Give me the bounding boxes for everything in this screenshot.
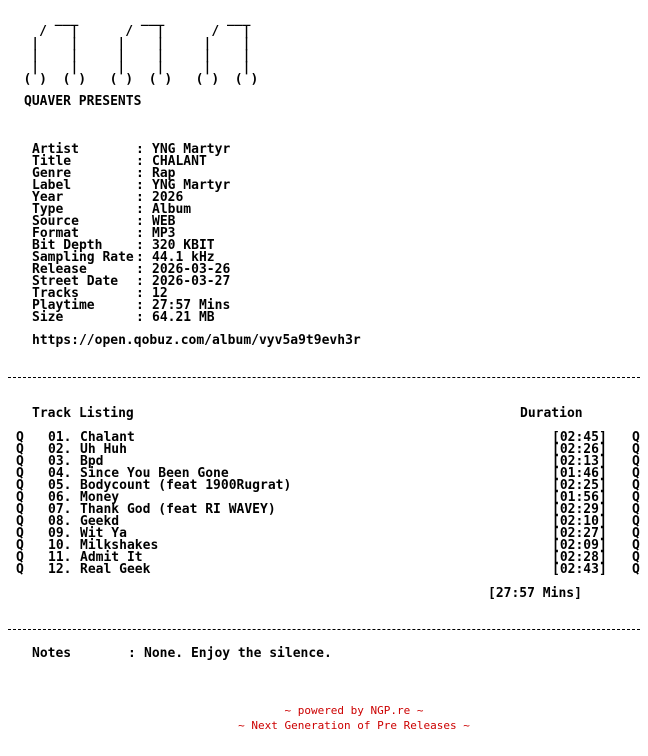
track-number: 10. (48, 538, 72, 553)
track-duration: [01:46] (552, 466, 607, 481)
track-number: 11. (48, 550, 72, 565)
track-title: Real Geek (80, 562, 151, 577)
track-title: Money (80, 490, 120, 505)
divider-bottom (8, 629, 640, 630)
track-duration: [02:43] (552, 562, 607, 577)
track-duration: [02:28] (552, 550, 607, 565)
track-marker-right: Q (632, 526, 640, 541)
track-number: 12. (48, 562, 72, 577)
track-marker-left: Q (16, 562, 24, 577)
track-title: Bodycount (feat 1900Rugrat) (80, 478, 292, 493)
info-value: 2026-03-27 (152, 274, 231, 289)
track-number: 08. (48, 514, 72, 529)
info-label: Source (32, 214, 79, 229)
track-number: 05. (48, 478, 72, 493)
info-label: Format (32, 226, 79, 241)
info-label: Artist (32, 142, 79, 157)
info-separator: : (136, 250, 144, 265)
track-duration: [02:25] (552, 478, 607, 493)
info-separator: : (136, 202, 144, 217)
track-number: 04. (48, 466, 72, 481)
track-number: 06. (48, 490, 72, 505)
info-separator: : (136, 142, 144, 157)
track-duration: [02:45] (552, 430, 607, 445)
track-marker-right: Q (632, 430, 640, 445)
info-separator: : (136, 190, 144, 205)
track-title: Wit Ya (80, 526, 127, 541)
track-number: 01. (48, 430, 72, 445)
track-marker-right: Q (632, 502, 640, 517)
info-label: Release (32, 262, 87, 277)
track-marker-right: Q (632, 538, 640, 553)
total-duration: [27:57 Mins] (488, 586, 582, 601)
track-marker-left: Q (16, 502, 24, 517)
track-marker-left: Q (16, 490, 24, 505)
notes-separator: : (128, 646, 136, 661)
info-label: Type (32, 202, 64, 217)
track-number: 02. (48, 442, 72, 457)
info-label: Street Date (32, 274, 119, 289)
track-duration: [01:56] (552, 490, 607, 505)
track-number: 03. (48, 454, 72, 469)
info-label: Tracks (32, 286, 79, 301)
info-value: 64.21 MB (152, 310, 215, 325)
track-title: Geekd (80, 514, 120, 529)
info-value: 44.1 kHz (152, 250, 215, 265)
track-marker-left: Q (16, 442, 24, 457)
footer-tagline: ~ Next Generation of Pre Releases ~ (238, 719, 470, 732)
footer-powered-by: ~ powered by NGP.re ~ (284, 704, 424, 717)
track-listing-heading: Track Listing (32, 406, 134, 421)
track-marker-right: Q (632, 550, 640, 565)
info-separator: : (136, 226, 144, 241)
info-value: 320 KBIT (152, 238, 215, 253)
info-label: Bit Depth (32, 238, 103, 253)
track-duration: [02:13] (552, 454, 607, 469)
info-label: Sampling Rate (32, 250, 134, 265)
info-value: WEB (152, 214, 176, 229)
info-separator: : (136, 310, 144, 325)
track-duration: [02:10] (552, 514, 607, 529)
track-marker-left: Q (16, 454, 24, 469)
info-value: MP3 (152, 226, 176, 241)
quaver-logo-art: ___ ___ ___ / | / | / | | | | | | | | | | | | | | | | | | | ( ) ( ) ( ) ( ) ( ) ( ) (23, 12, 259, 87)
track-duration: [02:09] (552, 538, 607, 553)
track-duration: [02:29] (552, 502, 607, 517)
duration-heading: Duration (520, 406, 583, 421)
track-title: Milkshakes (80, 538, 159, 553)
info-label: Title (32, 154, 72, 169)
info-label: Genre (32, 166, 72, 181)
track-title: Bpd (80, 454, 104, 469)
track-duration: [02:27] (552, 526, 607, 541)
track-marker-left: Q (16, 538, 24, 553)
track-number: 09. (48, 526, 72, 541)
info-separator: : (136, 298, 144, 313)
track-title: Since You Been Gone (80, 466, 229, 481)
info-label: Playtime (32, 298, 95, 313)
track-title: Chalant (80, 430, 135, 445)
track-title: Admit It (80, 550, 143, 565)
info-separator: : (136, 274, 144, 289)
track-duration: [02:26] (552, 442, 607, 457)
info-label: Label (32, 178, 72, 193)
track-marker-left: Q (16, 526, 24, 541)
track-marker-right: Q (632, 562, 640, 577)
track-marker-left: Q (16, 430, 24, 445)
track-number: 07. (48, 502, 72, 517)
info-value: 12 (152, 286, 168, 301)
info-value: YNG Martyr (152, 142, 231, 157)
info-value: 27:57 Mins (152, 298, 231, 313)
track-marker-right: Q (632, 442, 640, 457)
track-title: Uh Huh (80, 442, 127, 457)
info-value: 2026-03-26 (152, 262, 231, 277)
info-value: Rap (152, 166, 176, 181)
divider-top (8, 377, 640, 378)
info-separator: : (136, 154, 144, 169)
track-marker-right: Q (632, 454, 640, 469)
notes-label: Notes (32, 646, 72, 661)
presents-line: QUAVER PRESENTS (24, 94, 142, 109)
info-separator: : (136, 286, 144, 301)
info-label: Year (32, 190, 64, 205)
track-marker-left: Q (16, 550, 24, 565)
track-marker-left: Q (16, 478, 24, 493)
info-value: Album (152, 202, 192, 217)
info-value: CHALANT (152, 154, 207, 169)
info-value: 2026 (152, 190, 184, 205)
info-value: YNG Martyr (152, 178, 231, 193)
info-separator: : (136, 262, 144, 277)
track-title: Thank God (feat RI WAVEY) (80, 502, 276, 517)
track-marker-right: Q (632, 478, 640, 493)
track-marker-right: Q (632, 490, 640, 505)
release-url[interactable]: https://open.qobuz.com/album/vyv5a9t9evh3r (32, 333, 361, 348)
notes-value: None. Enjoy the silence. (144, 646, 332, 661)
info-separator: : (136, 238, 144, 253)
track-marker-left: Q (16, 466, 24, 481)
info-separator: : (136, 178, 144, 193)
track-marker-right: Q (632, 514, 640, 529)
track-marker-right: Q (632, 466, 640, 481)
info-separator: : (136, 214, 144, 229)
track-marker-left: Q (16, 514, 24, 529)
info-separator: : (136, 166, 144, 181)
info-label: Size (32, 310, 64, 325)
